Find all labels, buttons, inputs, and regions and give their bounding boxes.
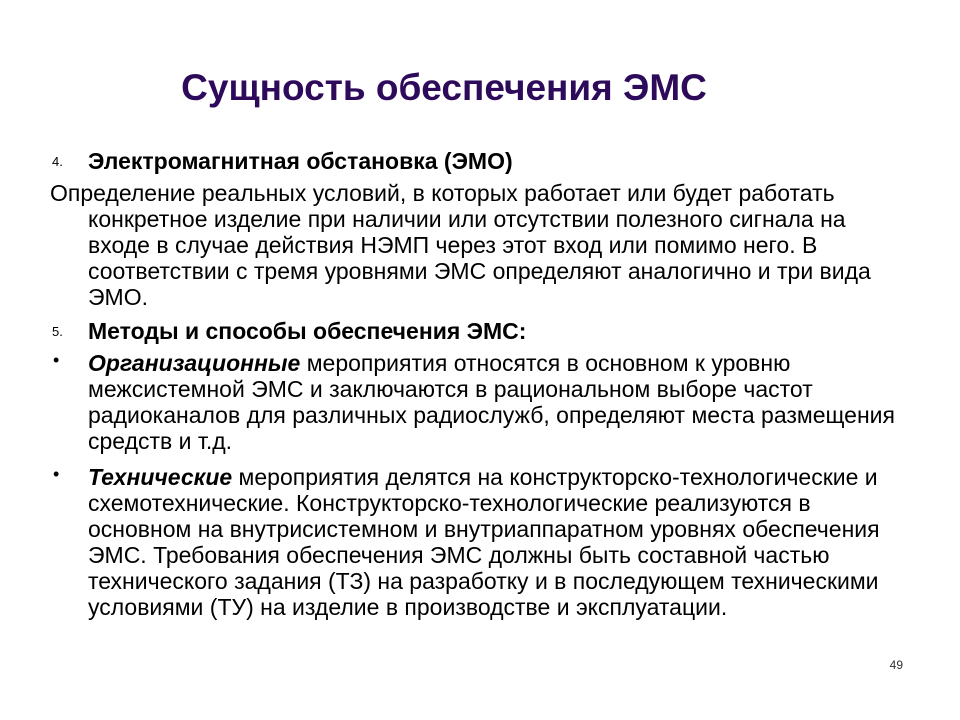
bullet-emphasis: Организационные	[88, 350, 301, 376]
bullet-item-organizational	[50, 350, 910, 454]
slide-body	[50, 148, 910, 630]
item-5-title: Методы и способы обеспечения ЭМС:	[88, 318, 527, 344]
bullet-icon: •	[53, 464, 60, 484]
item-4-title: Электромагнитная обстановка (ЭМО)	[88, 148, 513, 174]
item-number-5: 5.	[52, 324, 63, 339]
slide-title: Сущность обеспечения ЭМС	[181, 67, 707, 108]
item-4-description: Определение реальных условий, в которых работает или будет работать конкретное изделие при наличии или отсутствии полезного сигнала на входе в случае действия НЭМП через этот вход или помимо него. В соответствии с тремя уровнями ЭМС определяют аналогично и три вида ЭМО.	[50, 180, 871, 310]
bullet-text: мероприятия делятся на конструкторско-технологические и схемотехнические. Конструкторско-технологические реализуются в основном на внутрисистемном и внутриаппаратном уровнях обеспечения ЭМС. Требования обеспечения ЭМС должны быть составной частью технического задания (ТЗ) на разработку и в последующем техническими условиями (ТУ) на изделие в производстве и эксплуатации.	[88, 464, 880, 620]
numbered-item-5	[50, 318, 910, 344]
bullet-item-technical	[50, 464, 910, 620]
numbered-item-4	[50, 148, 910, 174]
page-number: 49	[889, 658, 903, 672]
bullet-text: мероприятия относятся в основном к уровню межсистемной ЭМС и заключаются в рациональном выборе частот радиоканалов для различных радиослужб, определяют места размещения средств и т.д.	[88, 350, 895, 454]
bullet-icon: •	[53, 350, 60, 370]
bullet-emphasis: Технические	[88, 464, 233, 490]
item-number-4: 4.	[52, 154, 63, 169]
